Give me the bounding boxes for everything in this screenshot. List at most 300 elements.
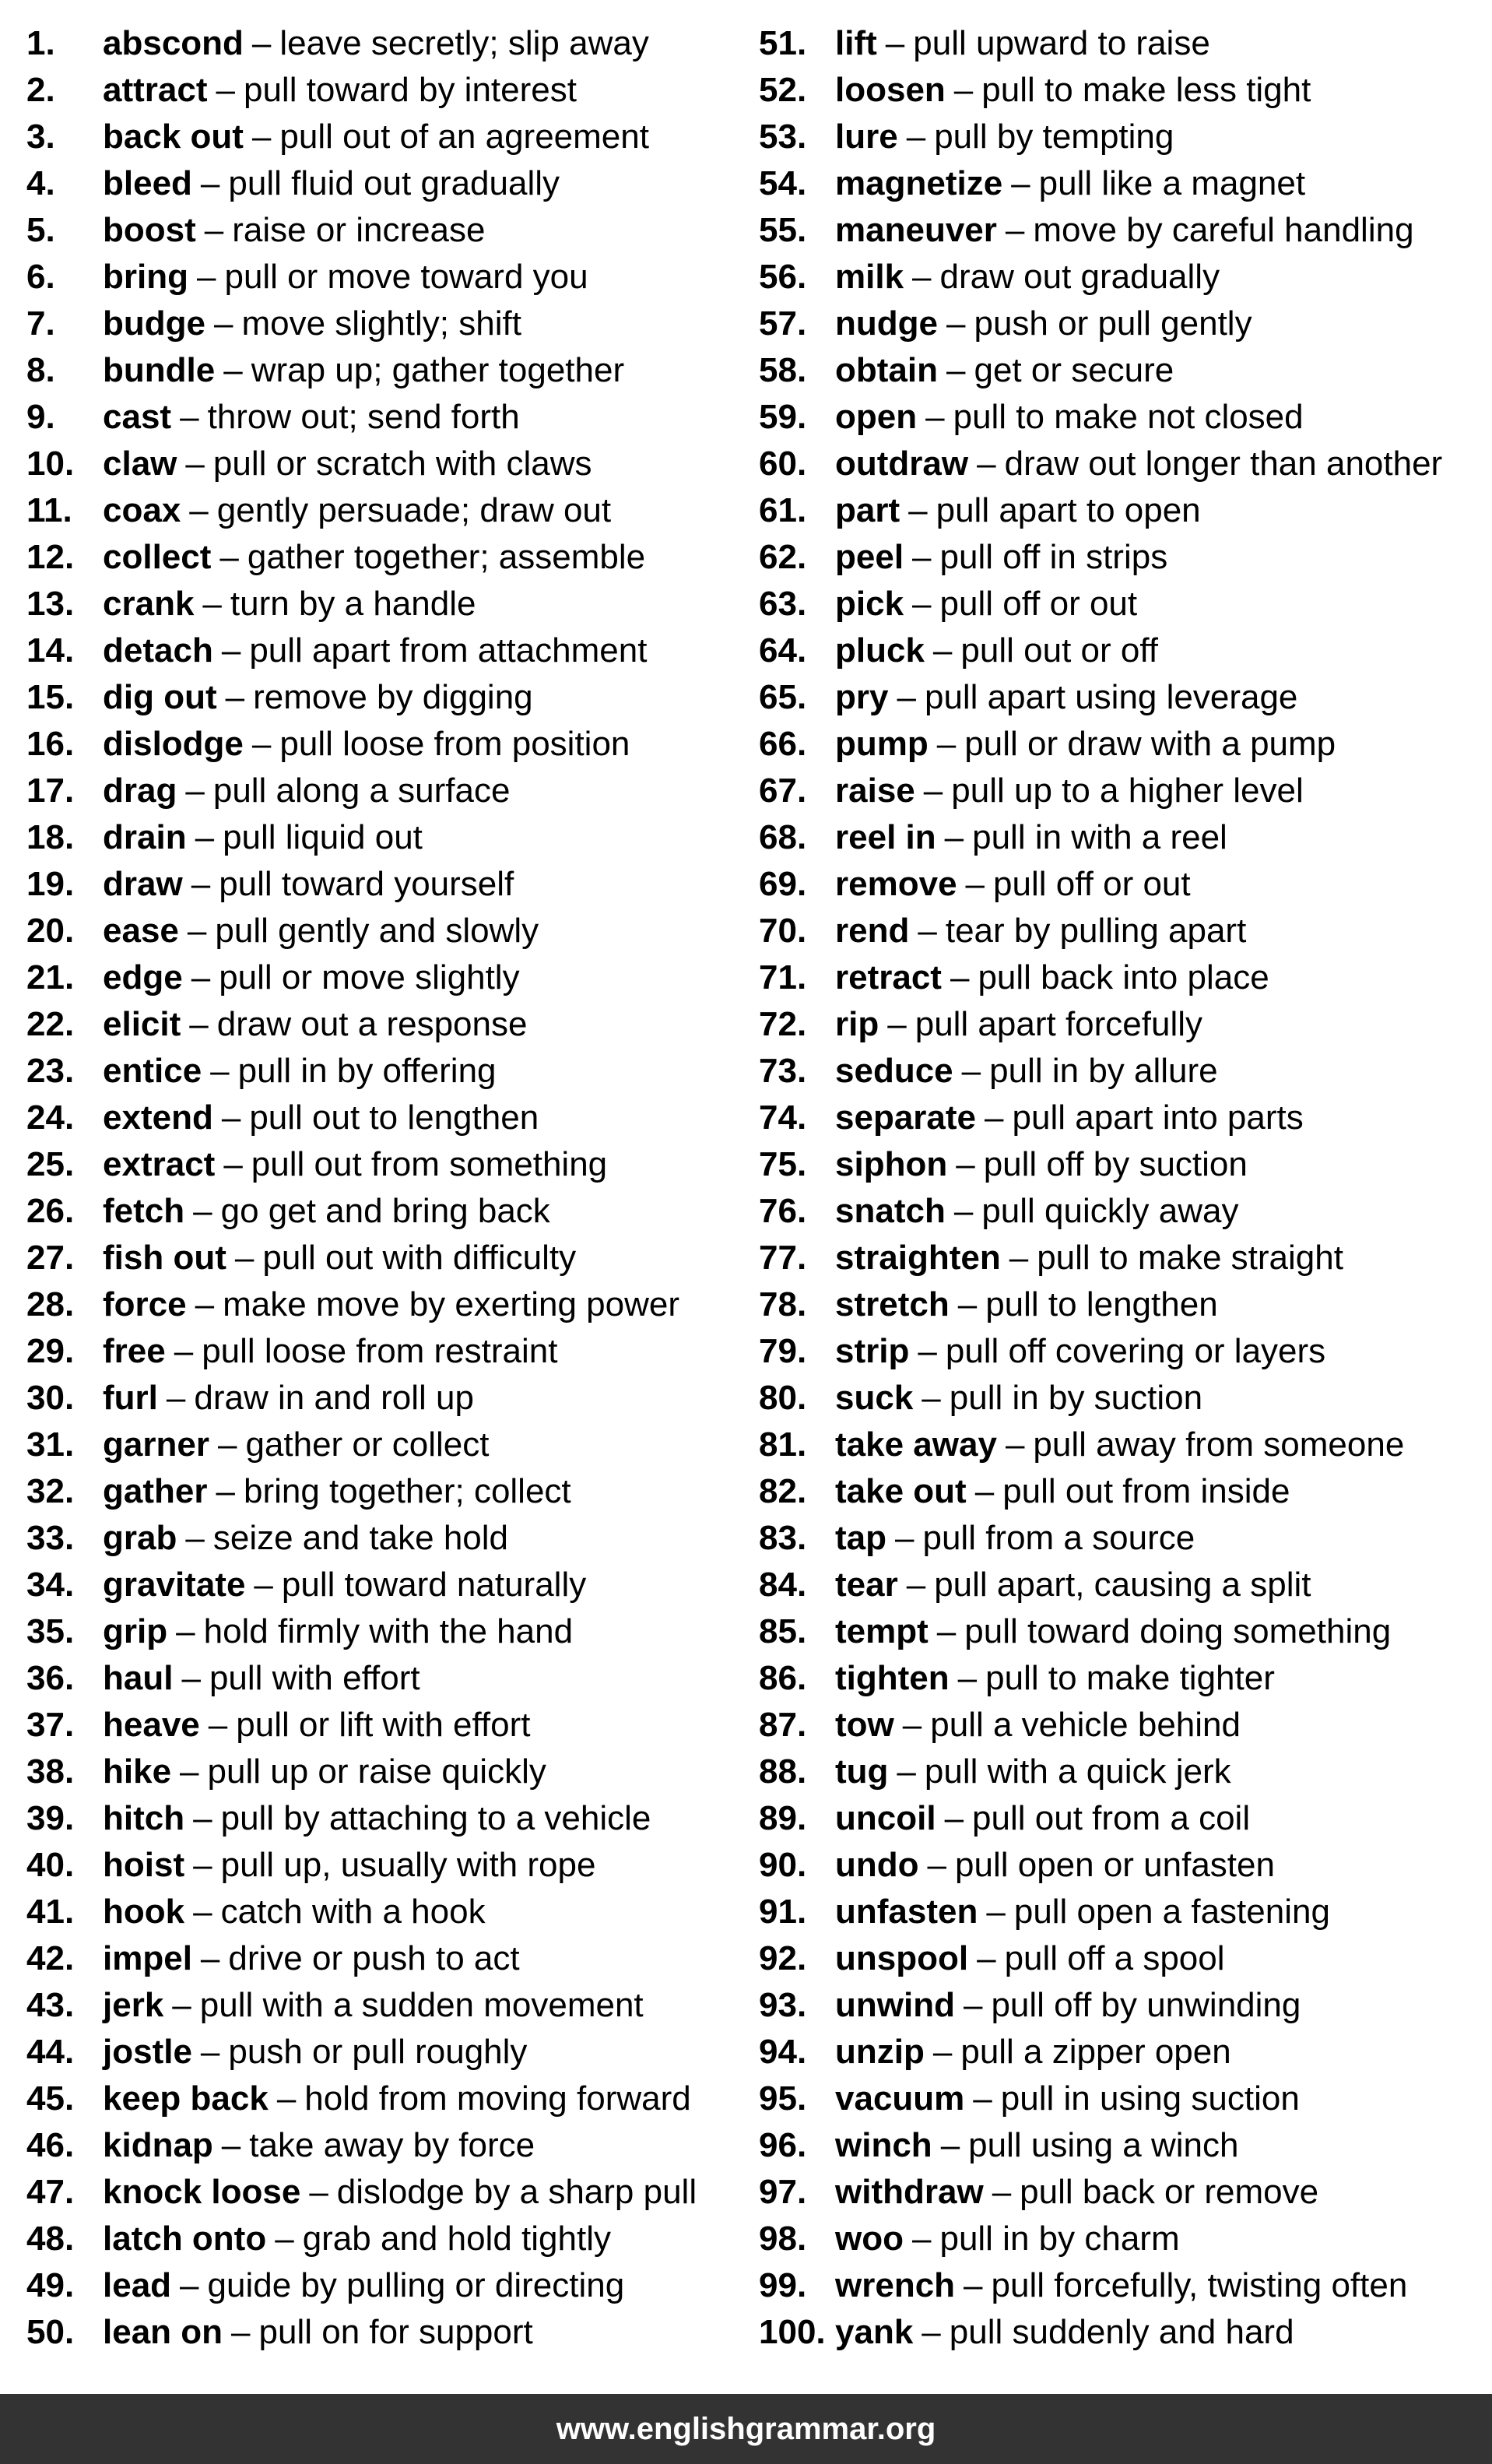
item-separator: – xyxy=(193,1893,212,1931)
item-number: 8. xyxy=(26,351,55,389)
item-definition: grab and hold tightly xyxy=(302,2220,611,2258)
item-definition: drive or push to act xyxy=(228,1939,520,1977)
item-word: outdraw xyxy=(835,445,969,483)
item-definition: pull or move toward you xyxy=(224,258,588,296)
item-separator: – xyxy=(940,2126,960,2164)
item-number: 39. xyxy=(26,1799,75,1837)
list-item xyxy=(26,861,727,908)
item-separator: – xyxy=(985,1098,1004,1137)
item-word: open xyxy=(835,398,918,436)
item-separator: – xyxy=(193,1799,212,1837)
item-number: 17. xyxy=(26,772,75,810)
item-definition: pull off in strips xyxy=(939,538,1168,576)
list-item xyxy=(759,768,1483,814)
list-item xyxy=(26,114,727,160)
footer-url[interactable]: www.englishgrammar.org xyxy=(556,2412,936,2446)
item-definition: pull toward yourself xyxy=(219,865,514,903)
item-definition: guide by pulling or directing xyxy=(207,2266,625,2304)
item-separator: – xyxy=(936,725,957,763)
list-item xyxy=(759,1795,1483,1842)
list-item xyxy=(759,674,1483,721)
item-separator: – xyxy=(185,1519,205,1557)
item-number: 45. xyxy=(26,2079,75,2118)
item-number: 47. xyxy=(26,2173,75,2211)
item-word: seduce xyxy=(835,1052,953,1090)
list-item xyxy=(759,2076,1483,2122)
list-item xyxy=(759,2122,1483,2169)
item-definition: pull with a quick jerk xyxy=(924,1752,1231,1791)
item-number: 88. xyxy=(759,1752,807,1791)
item-definition: raise or increase xyxy=(232,211,486,249)
item-separator: – xyxy=(223,1145,243,1183)
item-separator: – xyxy=(275,2220,294,2258)
item-number: 68. xyxy=(759,818,807,856)
item-separator: – xyxy=(208,1706,228,1744)
item-separator: – xyxy=(897,1752,916,1791)
item-definition: dislodge by a sharp pull xyxy=(336,2173,697,2211)
item-separator: – xyxy=(977,1939,996,1977)
item-separator: – xyxy=(918,912,937,950)
item-separator: – xyxy=(957,1285,978,1323)
item-number: 69. xyxy=(759,865,807,903)
list-item xyxy=(759,394,1483,441)
list-item xyxy=(759,861,1483,908)
item-word: abscond xyxy=(103,24,244,62)
item-separator: – xyxy=(200,2033,220,2071)
item-definition: pull liquid out xyxy=(223,818,423,856)
item-word: tug xyxy=(835,1752,889,1791)
item-word: drag xyxy=(103,772,177,810)
item-separator: – xyxy=(185,445,205,483)
list-item xyxy=(26,160,727,207)
item-number: 4. xyxy=(26,164,55,202)
item-word: take away xyxy=(835,1425,997,1464)
item-number: 55. xyxy=(759,211,807,249)
item-word: crank xyxy=(103,585,195,623)
item-separator: – xyxy=(166,1379,186,1417)
item-word: retract xyxy=(835,958,942,996)
item-number: 7. xyxy=(26,304,55,343)
item-separator: – xyxy=(974,1472,995,1510)
item-number: 82. xyxy=(759,1472,807,1510)
list-item xyxy=(759,1422,1483,1468)
list-item xyxy=(26,1468,727,1515)
item-definition: pull open a fastening xyxy=(1013,1893,1330,1931)
list-item xyxy=(759,487,1483,534)
item-definition: pull a zipper open xyxy=(960,2033,1231,2071)
item-definition: pull apart to open xyxy=(936,491,1201,529)
item-separator: – xyxy=(961,1052,981,1090)
item-word: woo xyxy=(835,2220,904,2258)
item-word: tear xyxy=(835,1566,898,1604)
item-separator: – xyxy=(912,585,932,623)
item-definition: pull suddenly and hard xyxy=(949,2313,1294,2351)
item-number: 28. xyxy=(26,1285,75,1323)
item-number: 40. xyxy=(26,1846,75,1884)
item-word: force xyxy=(103,1285,187,1323)
item-word: garner xyxy=(103,1425,209,1464)
item-separator: – xyxy=(309,2173,328,2211)
item-definition: pull off a spool xyxy=(1004,1939,1225,1977)
item-separator: – xyxy=(231,2313,251,2351)
item-word: winch xyxy=(835,2126,932,2164)
item-separator: – xyxy=(189,1005,209,1043)
item-separator: – xyxy=(927,1846,946,1884)
item-word: unfasten xyxy=(835,1893,978,1931)
item-definition: pull back into place xyxy=(978,958,1269,996)
list-item xyxy=(26,301,727,347)
item-definition: pull in by charm xyxy=(939,2220,1180,2258)
item-definition: pull in with a reel xyxy=(972,818,1227,856)
list-item xyxy=(759,1842,1483,1889)
item-definition: pull or lift with effort xyxy=(236,1706,531,1744)
item-word: nudge xyxy=(835,304,938,343)
list-item xyxy=(26,441,727,487)
item-number: 36. xyxy=(26,1659,75,1697)
item-number: 51. xyxy=(759,24,807,62)
list-item xyxy=(26,2029,727,2076)
item-definition: wrap up; gather together xyxy=(251,351,625,389)
list-item xyxy=(26,908,727,954)
item-separator: – xyxy=(200,1939,220,1977)
item-number: 6. xyxy=(26,258,55,296)
list-item xyxy=(26,20,727,67)
item-word: withdraw xyxy=(835,2173,984,2211)
item-number: 59. xyxy=(759,398,807,436)
list-item xyxy=(759,1375,1483,1422)
item-separator: – xyxy=(195,1285,215,1323)
item-word: bleed xyxy=(103,164,192,202)
item-number: 52. xyxy=(759,71,807,109)
item-definition: pull along a surface xyxy=(212,772,511,810)
item-separator: – xyxy=(234,1239,255,1277)
item-number: 85. xyxy=(759,1612,807,1650)
item-number: 74. xyxy=(759,1098,807,1137)
item-definition: pull off by unwinding xyxy=(991,1986,1301,2024)
item-separator: – xyxy=(217,1425,237,1464)
list-item xyxy=(759,2169,1483,2216)
item-number: 67. xyxy=(759,772,807,810)
item-word: coax xyxy=(103,491,181,529)
list-item xyxy=(759,814,1483,861)
item-separator: – xyxy=(196,258,216,296)
item-separator: – xyxy=(887,1005,907,1043)
item-number: 3. xyxy=(26,118,55,156)
list-item xyxy=(26,487,727,534)
item-number: 23. xyxy=(26,1052,75,1090)
list-item xyxy=(26,1562,727,1608)
item-word: hike xyxy=(103,1752,172,1791)
list-item xyxy=(759,721,1483,768)
list-item xyxy=(759,908,1483,954)
list-item xyxy=(26,674,727,721)
item-word: unwind xyxy=(835,1986,955,2024)
item-definition: pull with effort xyxy=(209,1659,420,1697)
item-separator: – xyxy=(204,211,224,249)
item-separator: – xyxy=(193,1192,212,1230)
item-word: gather xyxy=(103,1472,208,1510)
item-definition: pull toward naturally xyxy=(281,1566,587,1604)
item-word: back out xyxy=(103,118,244,156)
list-item xyxy=(759,1188,1483,1235)
item-number: 60. xyxy=(759,445,807,483)
item-separator: – xyxy=(950,958,970,996)
item-number: 87. xyxy=(759,1706,807,1744)
item-word: peel xyxy=(835,538,904,576)
item-definition: pull with a sudden movement xyxy=(199,1986,644,2024)
item-separator: – xyxy=(219,538,239,576)
item-word: magnetize xyxy=(835,164,1003,202)
item-definition: pull apart, causing a split xyxy=(934,1566,1311,1604)
item-definition: bring together; collect xyxy=(243,1472,571,1510)
list-item xyxy=(759,2309,1483,2356)
item-word: lure xyxy=(835,118,898,156)
list-item xyxy=(26,394,727,441)
list-item xyxy=(26,2216,727,2262)
list-item xyxy=(26,2076,727,2122)
item-number: 30. xyxy=(26,1379,75,1417)
list-item xyxy=(26,1188,727,1235)
item-word: milk xyxy=(835,258,904,296)
item-word: keep back xyxy=(103,2079,269,2118)
item-definition: move by careful handling xyxy=(1033,211,1414,249)
list-item xyxy=(26,814,727,861)
item-word: pluck xyxy=(835,631,925,670)
item-separator: – xyxy=(210,1052,230,1090)
list-item xyxy=(26,2309,727,2356)
item-word: hook xyxy=(103,1893,185,1931)
list-item xyxy=(26,1095,727,1141)
item-separator: – xyxy=(1011,164,1030,202)
item-word: loosen xyxy=(835,71,946,109)
item-number: 16. xyxy=(26,725,75,763)
item-separator: – xyxy=(195,818,215,856)
item-word: hitch xyxy=(103,1799,185,1837)
item-definition: pull in using suction xyxy=(1000,2079,1300,2118)
item-separator: – xyxy=(251,725,272,763)
list-item xyxy=(759,301,1483,347)
item-definition: pull by tempting xyxy=(934,118,1174,156)
item-separator: – xyxy=(932,2033,953,2071)
item-word: tempt xyxy=(835,1612,929,1650)
list-item xyxy=(26,1281,727,1328)
item-separator: – xyxy=(216,1472,235,1510)
item-definition: pull up, usually with rope xyxy=(220,1846,596,1884)
item-definition: pull to make tighter xyxy=(985,1659,1275,1697)
list-item xyxy=(759,1608,1483,1655)
item-definition: pull using a winch xyxy=(968,2126,1239,2164)
item-separator: – xyxy=(923,772,943,810)
word-list-right-column xyxy=(759,20,1483,2356)
item-number: 58. xyxy=(759,351,807,389)
item-number: 71. xyxy=(759,958,807,996)
item-definition: draw out gradually xyxy=(939,258,1220,296)
word-list-left-column xyxy=(26,20,727,2356)
item-number: 66. xyxy=(759,725,807,763)
list-item xyxy=(759,1141,1483,1188)
item-definition: pull off by suction xyxy=(983,1145,1248,1183)
item-word: tap xyxy=(835,1519,886,1557)
item-separator: – xyxy=(200,164,220,202)
list-item xyxy=(26,207,727,254)
item-word: jerk xyxy=(103,1986,164,2024)
item-definition: push or pull roughly xyxy=(228,2033,528,2071)
item-number: 38. xyxy=(26,1752,75,1791)
item-word: bring xyxy=(103,258,188,296)
item-separator: – xyxy=(185,772,205,810)
item-separator: – xyxy=(897,678,916,716)
list-item xyxy=(26,534,727,581)
item-number: 92. xyxy=(759,1939,807,1977)
item-separator: – xyxy=(908,491,928,529)
item-number: 61. xyxy=(759,491,807,529)
item-separator: – xyxy=(1009,1239,1029,1277)
item-number: 93. xyxy=(759,1986,807,2024)
item-definition: tear by pulling apart xyxy=(945,912,1247,950)
item-separator: – xyxy=(957,1659,978,1697)
item-separator: – xyxy=(213,304,233,343)
item-definition: push or pull gently xyxy=(974,304,1252,343)
item-separator: – xyxy=(251,118,272,156)
list-item xyxy=(759,441,1483,487)
item-number: 77. xyxy=(759,1239,807,1277)
item-definition: pull loose from position xyxy=(279,725,630,763)
item-separator: – xyxy=(906,1566,926,1604)
list-item xyxy=(759,160,1483,207)
list-item xyxy=(759,114,1483,160)
list-item xyxy=(759,347,1483,394)
item-separator: – xyxy=(202,585,222,623)
list-item xyxy=(26,1935,727,1982)
list-item xyxy=(26,1608,727,1655)
item-number: 33. xyxy=(26,1519,75,1557)
item-separator: – xyxy=(902,1706,922,1744)
item-number: 22. xyxy=(26,1005,75,1043)
item-separator: – xyxy=(221,631,241,670)
item-separator: – xyxy=(172,1986,191,2024)
list-item xyxy=(759,1935,1483,1982)
footer-banner xyxy=(0,2394,1492,2464)
list-item xyxy=(759,1468,1483,1515)
item-separator: – xyxy=(986,1893,1006,1931)
item-word: straighten xyxy=(835,1239,1001,1277)
item-definition: draw out a response xyxy=(216,1005,528,1043)
item-separator: – xyxy=(221,1098,241,1137)
item-word: collect xyxy=(103,538,212,576)
item-number: 72. xyxy=(759,1005,807,1043)
item-definition: gather or collect xyxy=(245,1425,490,1464)
item-number: 37. xyxy=(26,1706,75,1744)
item-definition: turn by a handle xyxy=(230,585,476,623)
item-word: unspool xyxy=(835,1939,969,1977)
item-word: dislodge xyxy=(103,725,244,763)
item-separator: – xyxy=(906,118,926,156)
item-separator: – xyxy=(936,1612,957,1650)
item-word: tow xyxy=(835,1706,894,1744)
item-number: 15. xyxy=(26,678,75,716)
item-definition: draw out longer than another xyxy=(1004,445,1443,483)
list-item xyxy=(26,768,727,814)
list-item xyxy=(759,1328,1483,1375)
item-definition: pull out of an agreement xyxy=(279,118,649,156)
item-number: 83. xyxy=(759,1519,807,1557)
item-separator: – xyxy=(176,1612,195,1650)
item-number: 79. xyxy=(759,1332,807,1370)
item-number: 62. xyxy=(759,538,807,576)
item-definition: pull in by allure xyxy=(989,1052,1218,1090)
item-number: 50. xyxy=(26,2313,75,2351)
list-item xyxy=(759,1235,1483,1281)
item-definition: draw in and roll up xyxy=(194,1379,474,1417)
list-item xyxy=(759,1655,1483,1702)
item-number: 35. xyxy=(26,1612,75,1650)
list-item xyxy=(26,1328,727,1375)
item-word: fish out xyxy=(103,1239,226,1277)
item-definition: pull in by offering xyxy=(237,1052,497,1090)
item-definition: leave secretly; slip away xyxy=(279,24,649,62)
list-item xyxy=(759,1001,1483,1048)
item-word: vacuum xyxy=(835,2079,965,2118)
list-item xyxy=(26,1001,727,1048)
item-number: 43. xyxy=(26,1986,75,2024)
list-item xyxy=(26,1889,727,1935)
item-definition: pull apart using leverage xyxy=(924,678,1298,716)
item-separator: – xyxy=(216,71,235,109)
item-separator: – xyxy=(922,2313,941,2351)
item-word: bundle xyxy=(103,351,216,389)
item-definition: pull quickly away xyxy=(981,1192,1239,1230)
item-word: extend xyxy=(103,1098,213,1137)
item-word: stretch xyxy=(835,1285,950,1323)
item-word: uncoil xyxy=(835,1799,936,1837)
list-item xyxy=(26,1982,727,2029)
item-separator: – xyxy=(953,1192,974,1230)
item-separator: – xyxy=(911,2220,932,2258)
item-number: 75. xyxy=(759,1145,807,1183)
item-number: 20. xyxy=(26,912,75,950)
item-number: 32. xyxy=(26,1472,75,1510)
item-number: 91. xyxy=(759,1893,807,1931)
item-separator: – xyxy=(223,351,243,389)
item-number: 1. xyxy=(26,24,55,62)
list-item xyxy=(26,2122,727,2169)
item-definition: pull or move slightly xyxy=(219,958,520,996)
item-definition: pull to lengthen xyxy=(985,1285,1218,1323)
item-number: 29. xyxy=(26,1332,75,1370)
list-item xyxy=(26,1141,727,1188)
item-definition: pull up to a higher level xyxy=(951,772,1304,810)
item-word: furl xyxy=(103,1379,158,1417)
item-definition: pull open or unfasten xyxy=(955,1846,1275,1884)
item-number: 76. xyxy=(759,1192,807,1230)
item-number: 64. xyxy=(759,631,807,670)
item-number: 18. xyxy=(26,818,75,856)
item-separator: – xyxy=(1005,211,1025,249)
item-separator: – xyxy=(925,398,945,436)
list-item xyxy=(759,1982,1483,2029)
list-item xyxy=(759,1749,1483,1795)
item-separator: – xyxy=(918,1332,937,1370)
item-definition: pull to make straight xyxy=(1037,1239,1343,1277)
item-separator: – xyxy=(946,351,966,389)
item-word: boost xyxy=(103,211,196,249)
list-item xyxy=(26,1048,727,1095)
item-number: 63. xyxy=(759,585,807,623)
item-word: drain xyxy=(103,818,187,856)
item-word: pry xyxy=(835,678,889,716)
item-separator: – xyxy=(251,24,272,62)
list-item xyxy=(759,1048,1483,1095)
